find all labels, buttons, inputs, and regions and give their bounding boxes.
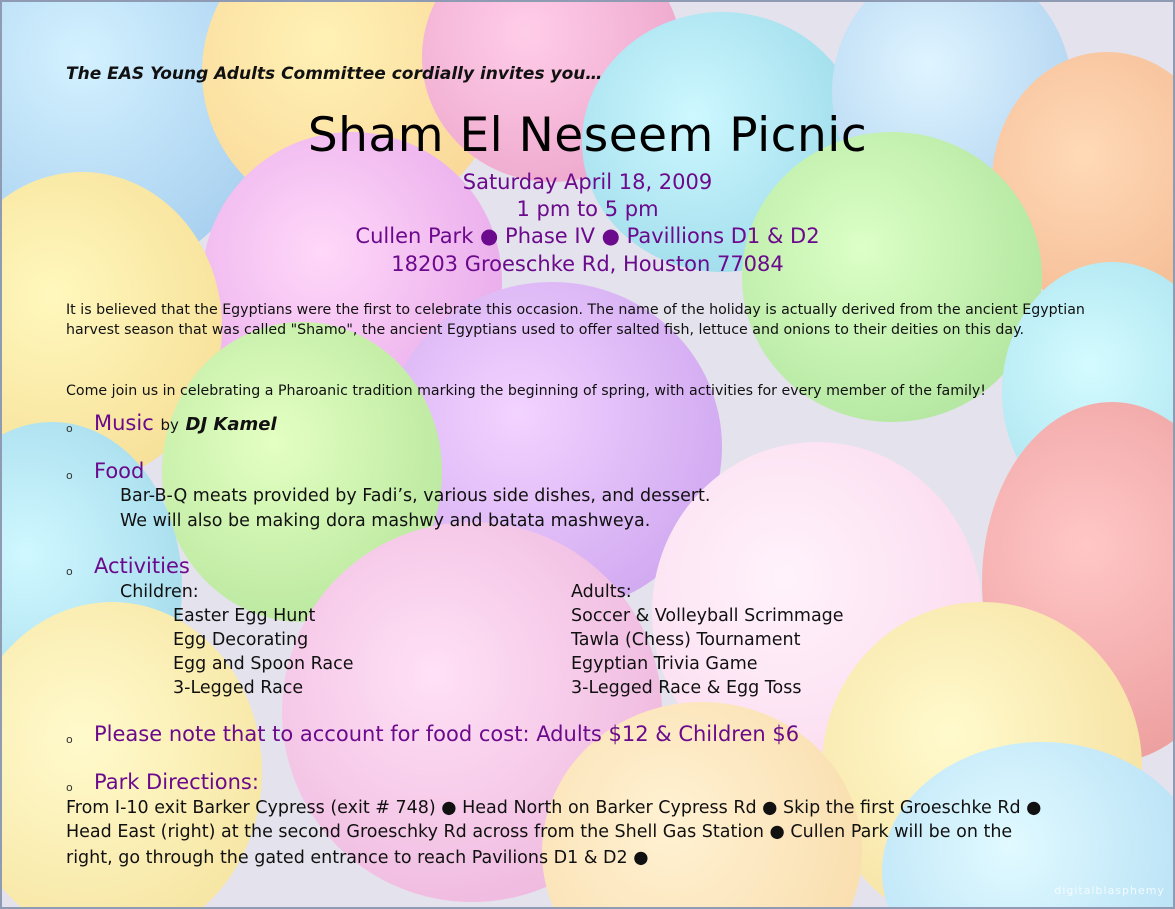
music-section [94,411,277,435]
children-activity: Egg and Spoon Race [173,654,354,674]
intro-line: The EAS Young Adults Committee cordially invites you… [66,64,603,84]
adults-activity: Egyptian Trivia Game [571,654,758,674]
adults-activity: Tawla (Chess) Tournament [571,630,801,650]
adults-label: Adults: [571,582,632,602]
bullet-icon: o [66,469,73,482]
directions-line-1: From I-10 exit Barker Cypress (exit # 748) ● Head North on Barker Cypress Rd ● Skip the first Groeschke Rd ● [66,798,1042,818]
directions-line-2: Head East (right) at the second Groeschky Rd across from the Shell Gas Station ● Cullen Park will be on the [66,822,1013,842]
food-line-1: Bar-B-Q meats provided by Fadi’s, various side dishes, and dessert. [120,486,711,506]
bullet-icon: o [66,565,73,578]
children-activity: Egg Decorating [173,630,309,650]
welcome-paragraph: Come join us in celebrating a Pharoanic tradition marking the beginning of spring, with activities for every member of the family! [66,383,986,399]
directions-line-3: right, go through the gated entrance to reach Pavilions D1 & D2 ● [66,848,649,868]
music-heading: Music [94,411,154,435]
children-activity: Easter Egg Hunt [173,606,316,626]
children-activity: 3-Legged Race [173,678,304,698]
food-heading: Food [94,459,145,483]
event-title: Sham El Neseem Picnic [307,108,868,163]
adults-activity: 3-Legged Race & Egg Toss [571,678,802,698]
food-cost-note: Please note that to account for food cost: Adults $12 & Children $6 [94,722,800,746]
event-time: 1 pm to 5 pm [516,197,659,221]
music-by: by [160,416,179,434]
bullet-icon: o [66,781,73,794]
event-address: 18203 Groeschke Rd, Houston 77084 [391,252,784,276]
activities-heading: Activities [94,554,190,578]
event-date: Saturday April 18, 2009 [462,170,713,194]
history-paragraph: It is believed that the Egyptians were the first to celebrate this occasion. The name of the holiday is actually derived from the ancient Egyptian harvest season that was called "Shamo", the ancient Egyptians used to offer salted fish, lettuce and onions to their deities on this day. [66,302,1085,338]
directions-heading: Park Directions: [94,770,259,794]
food-line-2: We will also be making dora mashwy and batata mashweya. [120,511,651,531]
bullet-icon: o [66,422,73,435]
watermark: digitalblasphemy [1054,884,1165,897]
event-location: Cullen Park ● Phase IV ● Pavillions D1 & D2 [355,224,820,248]
music-dj: DJ Kamel [185,414,277,435]
children-label: Children: [120,582,199,602]
invitation-content [2,2,1173,907]
bullet-icon: o [66,733,73,746]
adults-activity: Soccer & Volleyball Scrimmage [571,606,844,626]
